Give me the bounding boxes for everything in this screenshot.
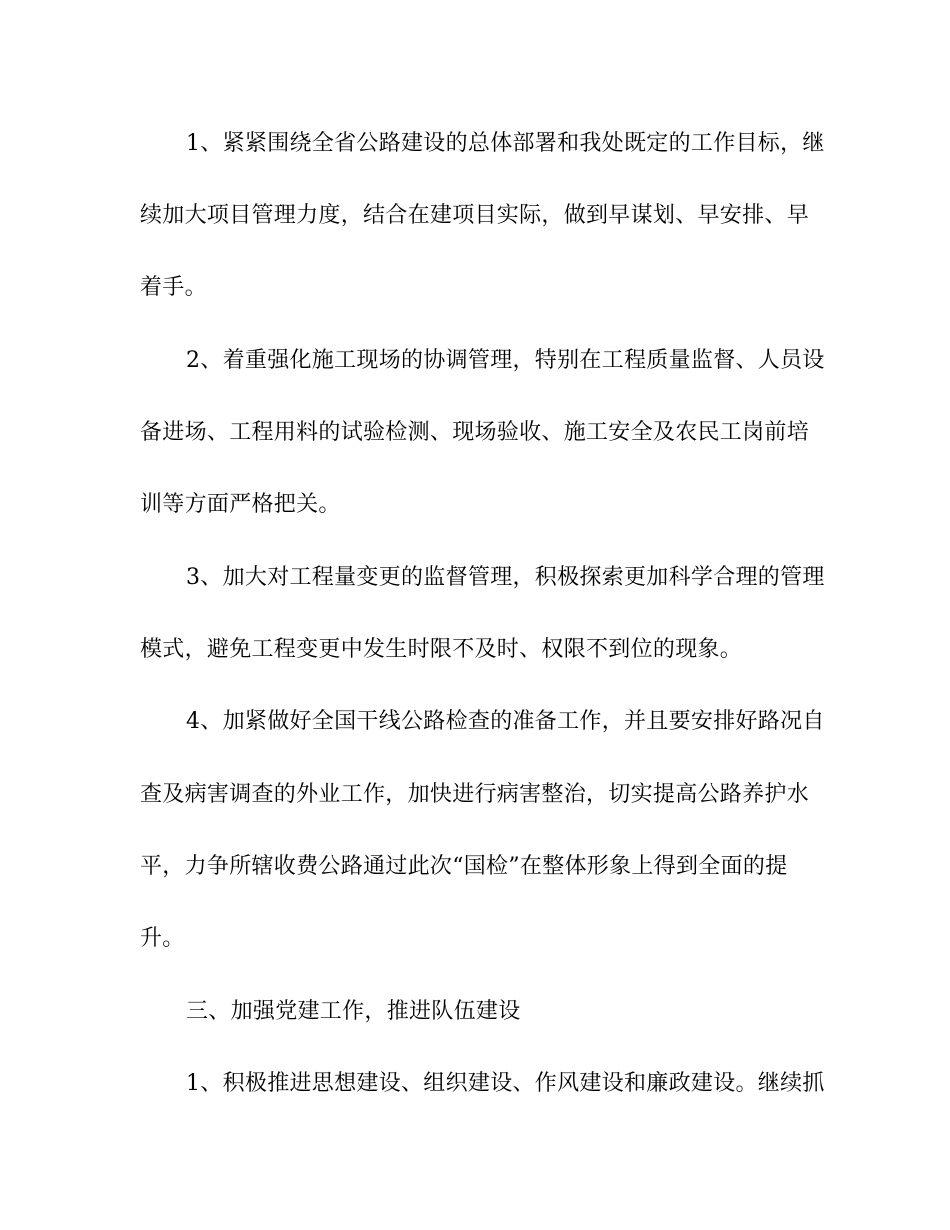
paragraph-2-line-1: 2、着重强化施工现场的协调管理，特别在工程质量监督、人员设	[186, 348, 825, 373]
paragraph-1-line-2: 续加大项目管理力度，结合在建项目实际，做到早谋划、早安排、早	[140, 203, 810, 228]
paragraph-2-line-3: 训等方面严格把关。	[140, 492, 341, 517]
paragraph-3-line-1: 3、加大对工程量变更的监督管理，积极探索更加科学合理的管理	[186, 565, 825, 590]
paragraph-4-line-4: 升。	[140, 926, 185, 951]
paragraph-4-line-3: 平，力争所辖收费公路通过此次“国检”在整体形象上得到全面的提	[140, 854, 788, 879]
paragraph-4-line-2: 查及病害调查的外业工作，加快进行病害整治，切实提高公路养护水	[140, 782, 810, 807]
paragraph-5-line-1: 1、积极推进思想建设、组织建设、作风建设和廉政建设。继续抓	[186, 1071, 825, 1096]
section-heading: 三、加强党建工作，推进队伍建设	[186, 999, 521, 1024]
paragraph-2-line-2: 备进场、工程用料的试验检测、现场验收、施工安全及农民工岗前培	[140, 420, 810, 445]
paragraph-1-line-3: 着手。	[140, 275, 207, 300]
paragraph-4-line-1: 4、加紧做好全国干线公路检查的准备工作，并且要安排好路况自	[186, 709, 825, 734]
paragraph-3-line-2: 模式，避免工程变更中发生时限不及时、权限不到位的现象。	[140, 637, 743, 662]
paragraph-1-line-1: 1、紧紧围绕全省公路建设的总体部署和我处既定的工作目标，继	[186, 131, 825, 156]
